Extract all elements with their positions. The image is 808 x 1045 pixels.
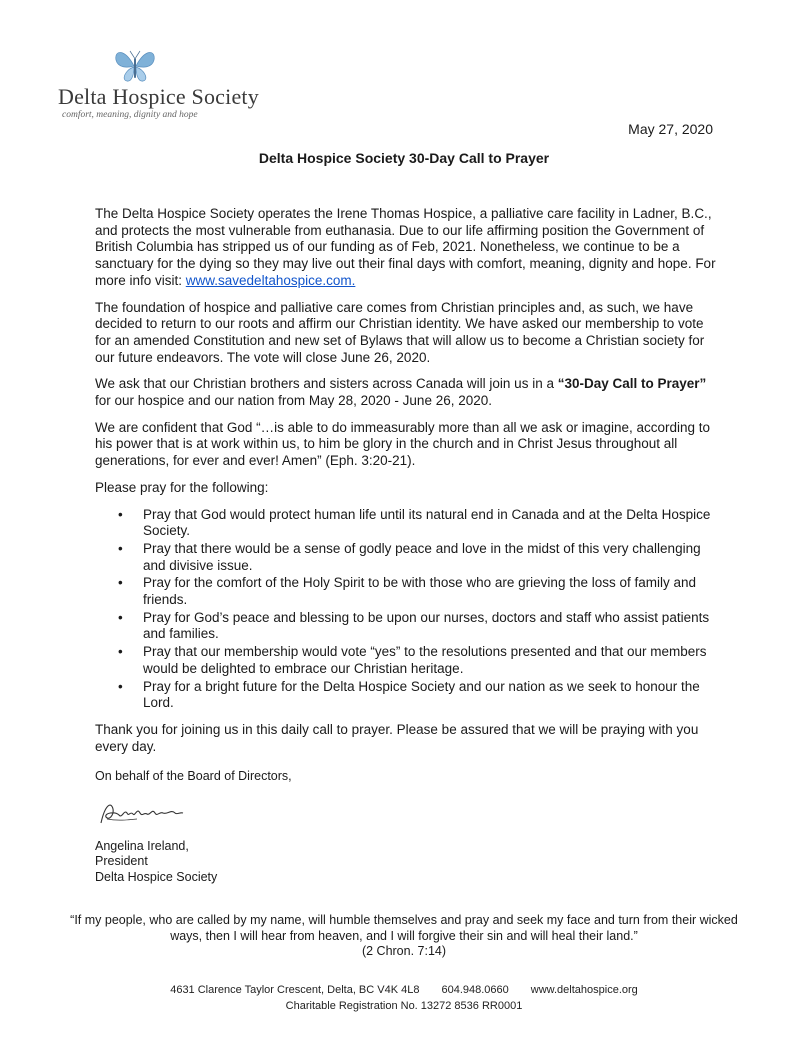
bullet-icon: • — [118, 609, 123, 625]
thank-you-paragraph: Thank you for joining us in this daily call to prayer. Please be assured that we will be praying with you every day. — [95, 721, 699, 754]
prayer-list — [95, 507, 717, 712]
website-link[interactable]: www.savedeltahospice.com. — [185, 272, 356, 288]
closing-line: On behalf of the Board of Directors, — [95, 769, 292, 784]
call-to-prayer-paragraph: We ask that our Christian brothers and sisters across Canada will join us in a “30-Day Call to Prayer” for our hospice and our nation from May 28, 2020 - June 26, 2020. — [95, 376, 707, 409]
list-item: • Pray that God would protect human life until its natural end in Canada and at the Delta Hospice Society. — [118, 506, 711, 539]
letter-title: Delta Hospice Society 30-Day Call to Prayer — [258, 150, 550, 166]
intro-paragraph: The Delta Hospice Society operates the Irene Thomas Hospice, a palliative care facility in Ladner, B.C., and protects the most vulnerable from euthanasia. Due to our life affirming position the Government of British Columbia has stripped us of our funding as of Feb, 2021. Nonetheless, we continue to be a sanctuary for the dying so they may live out their final days with comfort, meaning, dignity and hope. For more info visit: www.savedeltahospice.com. — [95, 206, 716, 288]
list-item: • Pray for a bright future for the Delta Hospice Society and our nation as we seek to honour the Lord. — [118, 678, 700, 711]
organization-name: Delta Hospice Society — [58, 84, 259, 109]
letterhead-logo — [58, 44, 258, 124]
bullet-icon: • — [118, 644, 123, 660]
organization-tagline: comfort, meaning, dignity and hope — [62, 110, 198, 120]
bullet-icon: • — [118, 678, 123, 694]
closing-block — [95, 769, 717, 885]
footer-website: www.deltahospice.org — [530, 984, 638, 996]
list-item: • Pray for God’s peace and blessing to be upon our nurses, doctors and staff who assist patients and families. — [118, 609, 710, 642]
page-footer — [0, 982, 808, 1014]
please-pray-paragraph: Please pray for the following: — [95, 479, 269, 495]
footer-charity-number: Charitable Registration No. 13272 8536 RR0001 — [285, 1000, 523, 1012]
bullet-icon: • — [118, 575, 123, 591]
footer-address: 4631 Clarence Taylor Crescent, Delta, BC V4K 4L8 — [170, 984, 420, 996]
signer-role: President — [95, 854, 148, 869]
quote-reference: (2 Chron. 7:14) — [361, 944, 447, 958]
signer-organization: Delta Hospice Society — [95, 869, 218, 884]
letter-body — [95, 206, 717, 885]
list-item: • Pray that there would be a sense of godly peace and love in the midst of this very challenging and divisive issue. — [118, 540, 701, 573]
footer-phone: 604.948.0660 — [441, 984, 509, 996]
signature — [97, 795, 717, 835]
footer-contact — [0, 982, 808, 998]
scripture-quote — [70, 913, 738, 960]
quote-text: “If my people, who are called by my name, will humble themselves and pray and seek my face and turn from their wicked ways, then I will hear from heaven, and I will forgive their sin and will heal their land.” — [70, 913, 738, 943]
letter-date: May 27, 2020 — [628, 121, 713, 137]
call-to-prayer-bold: “30-Day Call to Prayer” — [557, 376, 707, 392]
signer-name: Angelina Ireland, — [95, 838, 189, 853]
scripture-paragraph: We are confident that God “…is able to do immeasurably more than all we ask or imagine, according to his power that is at work within us, to him be glory in the church and in Christ Jesus throughout all generations, for ever and ever! Amen” (Eph. 3:20-21). — [95, 419, 711, 469]
foundation-paragraph: The foundation of hospice and palliative care comes from Christian principles and, as such, we have decided to return to our roots and affirm our Christian identity. We have asked our membership to vote for an amended Constitution and new set of Bylaws that will allow us to become a Christian society for our future endeavors. The vote will close June 26, 2020. — [95, 299, 705, 365]
bullet-icon: • — [118, 540, 123, 556]
butterfly-icon — [113, 46, 157, 84]
bullet-icon: • — [118, 506, 123, 522]
list-item: • Pray that our membership would vote “yes” to the resolutions presented and that our members would be delighted to embrace our Christian heritage. — [118, 644, 707, 676]
list-item: • Pray for the comfort of the Holy Spirit to be with those who are grieving the loss of family and friends. — [118, 575, 697, 608]
